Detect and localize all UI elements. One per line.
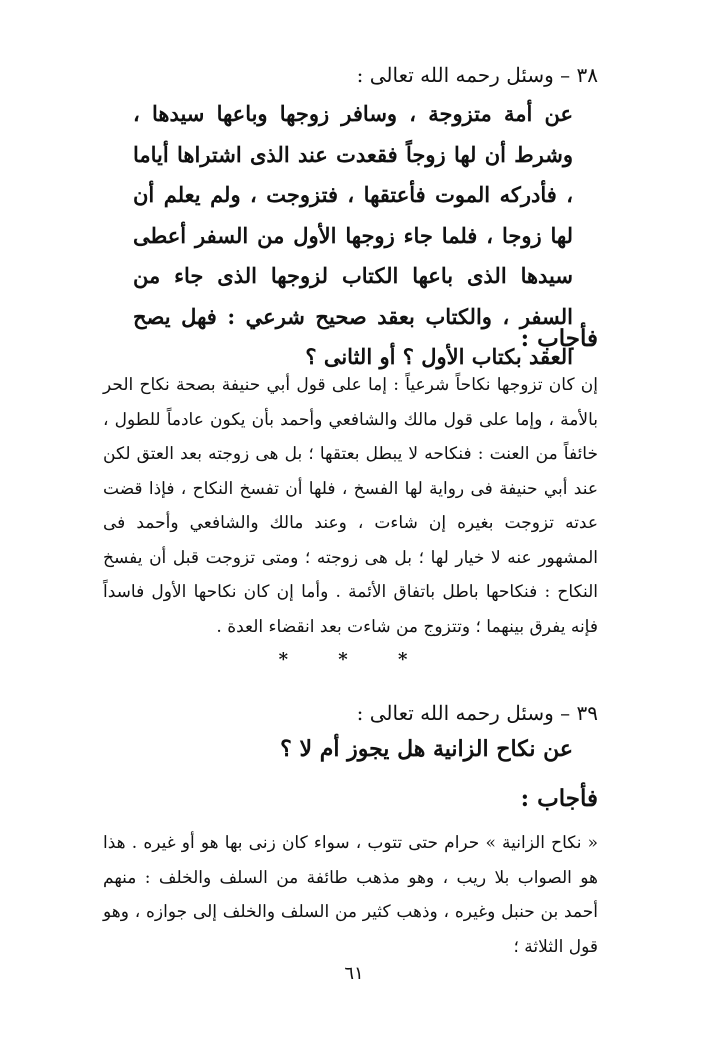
section-separator: * * * xyxy=(278,649,430,670)
question-38-header: ٣٨ – وسئل رحمه الله تعالى : xyxy=(356,63,598,87)
question-38-answer-text: إن كان تزوجها نكاحاً شرعياً : إما على قول أبي حنيفة بصحة نكاح الحر بالأمة ، وإما على قول مالك والشافعي وأحمد بأن يكون عادماً للطول ، خائفاً من العنت : فنكاحه لا يبطل بعتقها ؛ بل هى زوجته بعد العتق لكن عند أبي حنيفة فى رواية لها الفسخ ، فلها أن تفسخ النكاح ، فإذا قضت عدته تزوجت بغيره إن شاءت ، وعند مالك والشافعي وأحمد فى المشهور عنه لا خيار لها ؛ بل هى زوجته ؛ ومتى تزوجت قبل أن يفسخ النكاح : فنكاحها باطل باتفاق الأئمة . وأما إن كان نكاحها الأول فاسداً فإنه يفرق بينهما ؛ وتتزوج من شاءت بعد انقضاء العدة . xyxy=(103,375,598,637)
question-39-header: ٣٩ – وسئل رحمه الله تعالى : xyxy=(356,701,598,725)
question-39-answer-text: « نكاح الزانية » حرام حتى تتوب ، سواء كان زنى بها هو أو غيره . هذا هو الصواب بلا ريب ، وهو مذهب طائفة من السلف والخلف : منهم أحمد بن حنبل وغيره ، وذهب كثير من السلف والخلف إلى جوازه ، وهو قول الثلاثة ؛ xyxy=(103,833,598,957)
question-39-answer-label: فأجاب : xyxy=(520,785,598,812)
question-38-answer-label: فأجاب : xyxy=(520,325,598,352)
page-number: ٦١ xyxy=(344,963,364,984)
question-38-text: عن أمة متزوجة ، وسافر زوجها وباعها سيدها ، وشرط أن لها زوجاً فقعدت عند الذى اشتراها أياما ، فأدركه الموت فأعتقها ، فتزوجت ، ولم يعلم أن لها زوجا ، فلما جاء زوجها الأول من السفر أعطى سيدها الذى باعها الكتاب لزوجها الذى جاء من السفر ، والكتاب بعقد صحيح شرعي : فهل يصح العقد بكتاب الأول ؟ أو الثانى ؟ xyxy=(133,101,573,369)
question-39-text: عن نكاح الزانية هل يجوز أم لا ؟ xyxy=(280,736,573,762)
